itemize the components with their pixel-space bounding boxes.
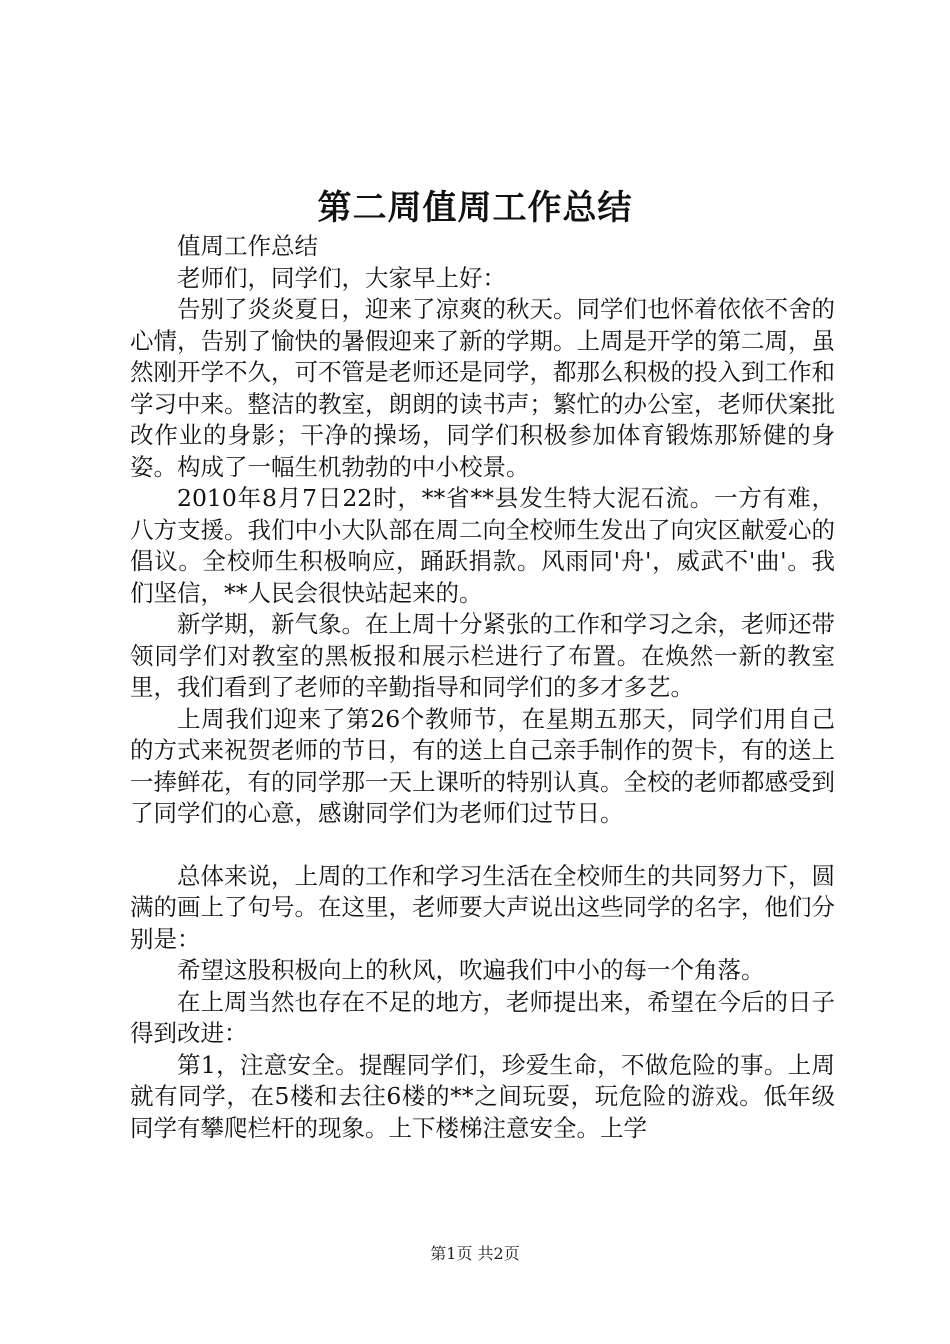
paragraph-safety: 第1，注意安全。提醒同学们，珍爱生命，不做危险的事。上周就有同学，在5楼和去往6楼的**之间玩耍，玩危险的游戏。低年级同学有攀爬栏杆的现象。上下楼梯注意安全。上学 xyxy=(130,1050,835,1142)
paragraph-new-term: 新学期，新气象。在上周十分紧张的工作和学习之余，老师还带领同学们对教室的黑板报和展示栏进行了布置。在焕然一新的教室里，我们看到了老师的辛勤指导和同学们的多才多艺。 xyxy=(130,610,835,701)
document-body xyxy=(130,231,835,1144)
paragraph-mudslide: 2010年8月7日22时，**省**县发生特大泥石流。一方有难，八方支援。我们中小大队部在周二向全校师生发出了向灾区献爱心的倡议。全校师生积极响应，踊跃捐款。风雨同'舟'，威武不'曲'。我们坚信，**人民会很快站起来的。 xyxy=(130,484,835,607)
document-title: 第二周值周工作总结 xyxy=(317,188,633,228)
paragraph-shortcomings: 在上周当然也存在不足的地方，老师提出来，希望在今后的日子得到改进： xyxy=(130,987,835,1047)
page-footer: 第1页 共2页 xyxy=(430,1244,520,1263)
paragraph-heading: 值周工作总结 xyxy=(177,232,318,260)
paragraph-greeting: 老师们，同学们，大家早上好： xyxy=(177,263,506,292)
paragraph-hope: 希望这股积极向上的秋风，吹遍我们中小的每一个角落。 xyxy=(177,956,765,984)
paragraph-autumn: 告别了炎炎夏日，迎来了凉爽的秋天。同学们也怀着依依不舍的心情，告别了愉快的暑假迎来了新的学期。上周是开学的第二周，虽然刚开学不久，可不管是老师还是同学，都那么积极的投入到工作和学习中来。整洁的教室，朗朗的读书声；繁忙的办公室，老师伏案批改作业的身影；干净的操场，同学们积极参加体育锻炼那矫健的身姿。构成了一幅生机勃勃的中小校景。 xyxy=(130,295,835,481)
paragraph-summary: 总体来说，上周的工作和学习生活在全校师生的共同努力下，圆满的画上了句号。在这里，老师要大声说出这些同学的名字，他们分别是： xyxy=(130,861,835,953)
paragraph-teachers-day: 上周我们迎来了第26个教师节，在星期五那天，同学们用自己的方式来祝贺老师的节日，有的送上自己亲手制作的贺卡，有的送上一捧鲜花，有的同学那一天上课听的特别认真。全校的老师都感受到了同学们的心意，感谢同学们为老师们过节日。 xyxy=(130,704,835,827)
